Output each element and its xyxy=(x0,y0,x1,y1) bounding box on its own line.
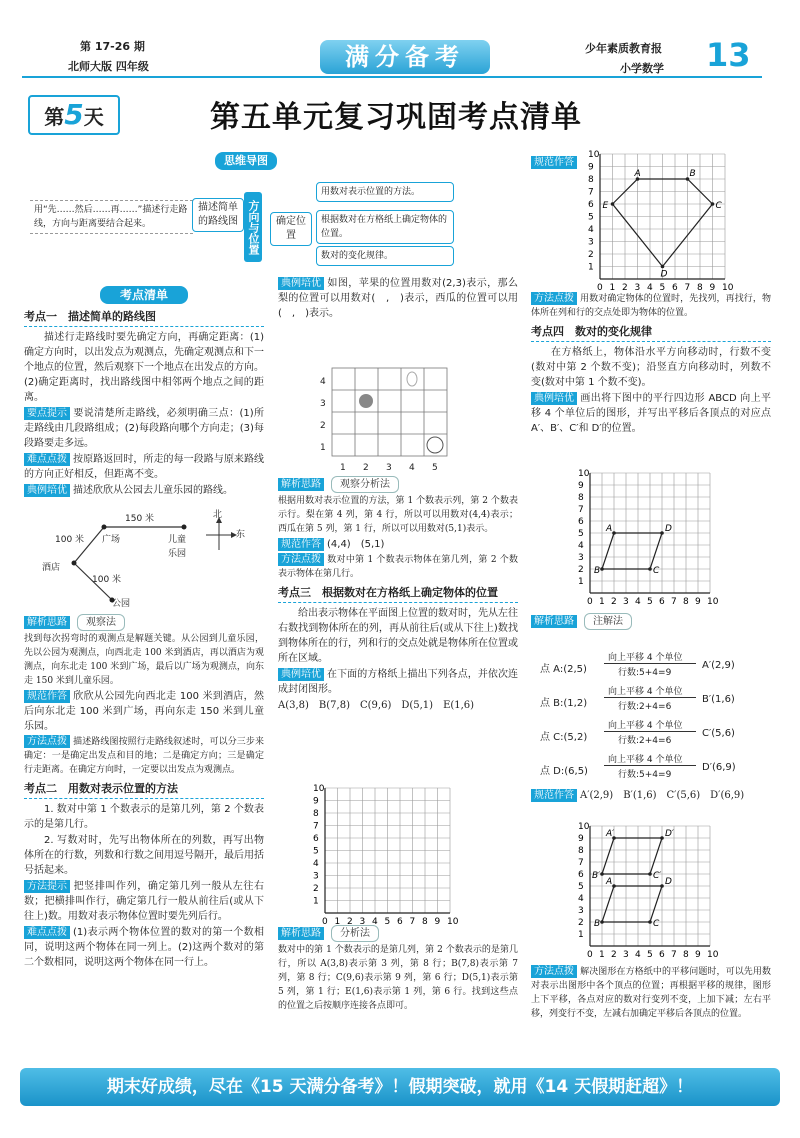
grid-x-2: 2 xyxy=(363,463,369,472)
step-a-top: 向上平移 4 个单位 xyxy=(608,653,683,663)
kp2-t1: 1. 数对中第 1 个数表示的是第几列，第 2 个数表示的是第几行。 xyxy=(24,804,264,830)
x-tick: 3 xyxy=(623,597,629,607)
step-a-arrow xyxy=(604,663,696,664)
vertex-label: A xyxy=(634,169,641,179)
column-1b xyxy=(24,614,264,971)
paper-name: 少年素质教育报 xyxy=(585,42,662,55)
x-tick: 2 xyxy=(611,597,617,607)
vertex xyxy=(648,872,652,876)
column-1 xyxy=(24,305,264,499)
watermelon-icon xyxy=(427,437,443,453)
grid-x-1: 1 xyxy=(340,463,346,472)
y-tick: 4 xyxy=(313,859,319,869)
mindmap-label: 思维导图 xyxy=(215,152,277,170)
mindmap-child-1: 用数对表示位置的方法。 xyxy=(316,182,454,202)
vertex xyxy=(611,202,615,206)
kp1-ans: 欣欣从公园先向西北走 100 米到酒店，然后向东北走 100 米到广场，再向东走 150 米到儿童乐园。 xyxy=(24,691,264,732)
x-tick: 9 xyxy=(695,950,701,960)
shape xyxy=(602,838,662,874)
column-3 xyxy=(531,292,771,437)
kp2-title: 考点二 用数对表示位置的方法 xyxy=(24,781,264,799)
x-tick: 7 xyxy=(671,950,677,960)
grid-x-3: 3 xyxy=(386,463,392,472)
translated-grid xyxy=(570,818,730,963)
y-tick: 2 xyxy=(588,250,594,260)
x-tick: 6 xyxy=(672,283,678,293)
y-tick: 7 xyxy=(588,187,594,198)
vertex xyxy=(660,884,664,888)
column-3c xyxy=(531,788,771,804)
y-tick: 8 xyxy=(588,175,594,185)
vertex xyxy=(660,531,664,535)
kp1-analysis: 找到每次拐弯时的观测点是解题关键。从公园到儿童乐园，先以公园为观测点，向西北走 100 米到酒店，再以酒店为观测点，向东北走 100 米到广场，最后以广场为观测点，向东走 150 米到儿童乐园。 xyxy=(24,634,264,686)
map-north: 北 xyxy=(213,510,223,520)
y-tick: 3 xyxy=(588,237,594,248)
vertex-label: D xyxy=(660,269,668,280)
kp3-ff: 用数对确定物体的位置时，先找列，再找行，物体所在列和行的交点处即为物体的位置。 xyxy=(531,294,771,318)
kp1-ex: 描述欣欣从公园去儿童乐园的路线。 xyxy=(73,485,233,496)
y-tick: 7 xyxy=(578,505,584,515)
issue-label: 第 17-26 期 xyxy=(80,40,145,53)
x-tick: 9 xyxy=(709,283,716,293)
step-a-to: A′(2,9) xyxy=(702,660,735,671)
kp2-ff: 数对中第 1 个数表示物体在第几列，第 2 个数表示物体在第几行。 xyxy=(278,555,518,579)
step-b xyxy=(540,684,770,718)
x-tick: 0 xyxy=(322,917,328,925)
kp2-ff-tag: 方法点拨 xyxy=(278,553,324,566)
kp3-analysis: 数对中的第 1 个数表示的是第几列，第 2 个数表示的是第几行，所以 A(3,8)表示第 3 列，第 8 行；B(7,8)表示第 7 列，第 8 行；C(9,6)表示第 9 列，第 6 行；D(5,1)表示第 5 列，第 1 行；E(1,6)表示第 1 列，第 6 行。找到这些点的位置之后按顺序连接各点即可。 xyxy=(278,945,518,1011)
x-tick: 4 xyxy=(647,283,653,293)
grid-y-2: 2 xyxy=(320,421,326,431)
y-tick: 8 xyxy=(578,493,584,503)
y-tick: 3 xyxy=(578,906,584,916)
y-tick: 4 xyxy=(588,225,594,235)
kp1-nd: 按原路返回时，所走的每一段路与原来路线的方向正好相反，但距离不变。 xyxy=(24,454,264,480)
kp4-jx-tag: 解析思路 xyxy=(531,615,577,628)
y-tick: 7 xyxy=(578,858,584,868)
map-hotel: 酒店 xyxy=(42,563,61,573)
parallelogram-grid xyxy=(570,465,720,610)
map-east: 东 xyxy=(236,530,246,540)
step-d xyxy=(540,752,770,786)
kp2-method: 观察分析法 xyxy=(331,476,399,493)
grid-x-4: 4 xyxy=(409,463,415,472)
kp3-ff-tag: 方法点拨 xyxy=(531,292,577,305)
y-tick: 10 xyxy=(313,784,325,794)
vertex-label: E xyxy=(602,201,609,211)
map-park-kids: 儿童乐园 xyxy=(168,535,187,559)
step-d-top: 向上平移 4 个单位 xyxy=(608,755,683,765)
kp4-text: 在方格纸上，物体沿水平方向移动时，行数不变(数对中第 2 个数不变)；沿竖直方向移动时，列数不变(数对中第 1 个数不变)。 xyxy=(531,347,771,388)
y-tick: 6 xyxy=(588,200,594,210)
shape xyxy=(602,886,662,922)
y-tick: 2 xyxy=(313,884,319,894)
x-tick: 2 xyxy=(347,917,353,925)
x-tick: 3 xyxy=(634,283,641,293)
kp2-ex: 如图，苹果的位置用数对(2,3)表示，那么梨的位置可以用数对( , )表示，西瓜的位置可以用( , )表示。 xyxy=(278,278,518,319)
kp4-ans: A′(2,9) B′(1,6) C′(5,6) D′(6,9) xyxy=(580,790,745,801)
y-tick: 5 xyxy=(578,882,584,892)
grid-x-5: 5 xyxy=(432,463,438,472)
pear-icon xyxy=(407,372,417,386)
grid-y-1: 1 xyxy=(320,443,326,453)
x-tick: 10 xyxy=(722,283,734,293)
shape xyxy=(602,533,662,569)
vertex xyxy=(612,531,616,535)
column-2 xyxy=(278,276,518,322)
vertex xyxy=(600,567,604,571)
vertex-label: D xyxy=(665,524,672,534)
vertex-label: B′ xyxy=(592,871,601,881)
step-c-bot: 行数:2+4=6 xyxy=(618,736,672,746)
vertex-label: D xyxy=(665,877,672,887)
y-tick: 8 xyxy=(313,809,319,819)
y-tick: 9 xyxy=(578,481,584,491)
y-tick: 6 xyxy=(578,517,584,527)
translation-steps xyxy=(540,650,770,786)
y-tick: 10 xyxy=(578,469,590,479)
x-tick: 2 xyxy=(611,950,617,960)
kp2-t2: 2. 写数对时，先写出物体所在的列数，再写出物体所在的行数，列数和行数之间用逗号隔开，最后用括号括起来。 xyxy=(24,835,264,876)
kp1-text: 描述行走路线时要先确定方向，再确定距离：(1)确定方向时，以出发点为观测点，先确定观测点和下一个地点的位置，然后观察下一个地点在出发点的方向。(2)确定距离时，找出路线图中相邻两个地点之间的距离。 xyxy=(24,332,264,403)
x-tick: 4 xyxy=(635,597,641,607)
kp2-tip-tag: 方法提示 xyxy=(24,880,70,893)
vertex-label: D′ xyxy=(665,829,674,839)
page-number: 13 xyxy=(706,36,751,74)
subject-label: 小学数学 xyxy=(620,62,664,75)
step-d-arrow xyxy=(604,765,696,766)
vertex xyxy=(600,920,604,924)
mindmap-locate: 确定位置 xyxy=(270,212,312,246)
kp1-ans-tag: 规范作答 xyxy=(24,690,70,703)
vertex xyxy=(661,265,665,269)
day-badge xyxy=(28,95,120,135)
x-tick: 9 xyxy=(695,597,701,607)
y-tick: 10 xyxy=(578,822,590,832)
y-tick: 5 xyxy=(313,846,319,857)
step-a xyxy=(540,650,770,684)
x-tick: 3 xyxy=(359,917,366,925)
vertex xyxy=(660,836,664,840)
vertex-label: C xyxy=(715,201,722,211)
x-tick: 1 xyxy=(599,950,605,960)
fruit-grid xyxy=(300,362,460,472)
step-d-from: 点 D:(6,5) xyxy=(540,766,588,777)
day-prefix: 第 xyxy=(44,105,65,129)
mindmap-route: 描述简单的路线图 xyxy=(192,198,244,232)
kp1-jx-tag: 解析思路 xyxy=(24,616,70,629)
column-2b xyxy=(278,476,518,714)
kp1-ex-tag: 典例培优 xyxy=(24,484,70,497)
step-b-to: B′(1,6) xyxy=(702,694,735,705)
step-b-from: 点 B:(1,2) xyxy=(540,698,588,709)
x-tick: 6 xyxy=(659,950,665,960)
map-dist-100a: 100 米 xyxy=(55,535,85,545)
vertex-label: A xyxy=(606,524,613,534)
kp1-method: 观察法 xyxy=(77,614,125,631)
y-tick: 1 xyxy=(588,262,594,273)
kp2-ans-tag: 规范作答 xyxy=(278,538,324,551)
step-c xyxy=(540,718,770,752)
vertex-label: A xyxy=(606,877,613,887)
kp3-jx-tag: 解析思路 xyxy=(278,927,324,940)
kp4-ex-tag: 典例培优 xyxy=(531,392,577,405)
kp2-nd: (1)表示两个物体位置的数对的第一个数相同，说明这两个物体在同一列上。(2)这两个数对的第二个数相同，说明这两个物体在同一行上。 xyxy=(24,927,264,968)
map-dist-100b: 100 米 xyxy=(92,575,122,585)
x-tick: 4 xyxy=(635,950,641,960)
map-park: 公园 xyxy=(112,599,131,609)
x-tick: 5 xyxy=(384,917,391,925)
step-a-bot: 行数:5+4=9 xyxy=(618,668,672,678)
vertex-label: C′ xyxy=(653,871,662,881)
x-tick: 7 xyxy=(409,917,416,925)
x-tick: 1 xyxy=(334,917,341,925)
y-tick: 1 xyxy=(313,896,319,907)
y-tick: 4 xyxy=(578,541,584,551)
x-tick: 1 xyxy=(599,597,605,607)
y-tick: 6 xyxy=(313,834,319,844)
x-tick: 5 xyxy=(647,950,653,960)
x-tick: 6 xyxy=(397,917,403,925)
mindmap-intro: 用“先……然后……再……”描述行走路线，方向与距离要结合起来。 xyxy=(30,200,193,234)
apple-icon xyxy=(359,394,373,408)
y-tick: 9 xyxy=(313,796,319,807)
kp2-jx-tag: 解析思路 xyxy=(278,478,324,491)
vertex-label: B xyxy=(594,919,601,929)
kp1-title: 考点一 描述简单的路线图 xyxy=(24,309,264,327)
mindmap-child-2: 根据数对在方格纸上确定物体的位置。 xyxy=(316,210,454,244)
kp2-ans: (4,4) (5,1) xyxy=(327,539,385,550)
x-tick: 8 xyxy=(683,950,689,960)
y-tick: 5 xyxy=(578,529,584,539)
kp3-title: 考点三 根据数对在方格纸上确定物体的位置 xyxy=(278,585,518,603)
footer-banner: 期末好成绩，尽在《15 天满分备考》！假期突破，就用《14 天假期赶超》！ xyxy=(20,1068,780,1106)
x-tick: 0 xyxy=(587,950,593,960)
x-tick: 7 xyxy=(671,597,677,607)
y-tick: 6 xyxy=(578,870,584,880)
answer-grid xyxy=(580,148,740,293)
x-tick: 8 xyxy=(697,283,703,293)
y-tick: 1 xyxy=(578,930,584,940)
x-tick: 0 xyxy=(597,283,603,293)
column-2c xyxy=(278,925,518,1014)
kp4-ff: 解决图形在方格纸中的平移问题时，可以先用数对表示出图形中各个顶点的位置；再根据平移的规律，图形上下平移，各点对应的数对行变列不变，上加下减；左右平移，列变行不变，左减右加确定平移后各顶点的位置。 xyxy=(531,967,771,1019)
y-tick: 9 xyxy=(578,834,584,844)
step-a-from: 点 A:(2,5) xyxy=(540,664,587,675)
kp4-ans-tag: 规范作答 xyxy=(531,789,577,802)
x-tick: 10 xyxy=(447,917,459,925)
step-c-to: C′(5,6) xyxy=(702,728,735,739)
kp1-ff-tag: 方法点拨 xyxy=(24,735,70,748)
y-tick: 10 xyxy=(588,150,600,160)
kp4-method: 注解法 xyxy=(584,613,632,630)
y-tick: 1 xyxy=(578,577,584,587)
x-tick: 4 xyxy=(372,917,378,925)
kp1-tip: 要说清楚所走路线，必须明确三点：(1)所走路线由几段路组成；(2)每段路向哪个方向走；(3)每段路要走多远。 xyxy=(24,408,264,449)
y-tick: 4 xyxy=(578,894,584,904)
vertex xyxy=(612,884,616,888)
x-tick: 5 xyxy=(647,597,653,607)
vertex-label: B xyxy=(594,566,601,576)
kp2-nd-tag: 难点点拨 xyxy=(24,926,70,939)
kp1-ff: 描述路线图按照行走路线叙述时，可以分三步来确定：一是确定出发点和目的地；二是确定方向；三是确定行走距离。在确定方向时，一定要以出发点为观测点。 xyxy=(24,737,264,775)
day-suffix: 天 xyxy=(83,105,104,129)
kp1-tip-tag: 要点提示 xyxy=(24,407,70,420)
kp3-ex: 在下面的方格纸上描出下列各点，并依次连成封闭图形。 xyxy=(278,669,518,695)
step-c-arrow xyxy=(604,731,696,732)
checklist-label: 考点清单 xyxy=(100,286,188,304)
grid-y-4: 4 xyxy=(320,377,326,387)
empty-grid xyxy=(300,780,515,925)
kp3-method: 分析法 xyxy=(331,925,379,942)
edition-label: 北师大版 四年级 xyxy=(68,60,149,73)
kp2-analysis: 根据用数对表示位置的方法，第 1 个数表示列，第 2 个数表示行。梨在第 4 列，第 4 行，所以可以用数对(4,4)表示；西瓜在第 5 列，第 1 行，所以可以用数对(5,1)表示。 xyxy=(278,496,518,534)
kp4-title: 考点四 数对的变化规律 xyxy=(531,324,771,342)
kp2-ex-tag: 典例培优 xyxy=(278,277,324,290)
vertex xyxy=(711,202,715,206)
grid-y-3: 3 xyxy=(320,399,326,409)
kp4-ff-tag: 方法点拨 xyxy=(531,965,577,978)
kp1-nd-tag: 难点点拨 xyxy=(24,453,70,466)
y-tick: 8 xyxy=(578,846,584,856)
day-number: 5 xyxy=(64,98,84,131)
y-tick: 7 xyxy=(313,821,319,832)
x-tick: 2 xyxy=(622,283,628,293)
banner: 满分备考 xyxy=(320,40,490,74)
step-c-top: 向上平移 4 个单位 xyxy=(608,721,683,731)
kp4-ex: 画出将下图中的平行四边形 ABCD 向上平移 4 个单位后的图形，并写出平移后各顶点的对应点 A′、B′、C′和 D′的位置。 xyxy=(531,393,771,434)
x-tick: 8 xyxy=(683,597,689,607)
kp3-ex-tag: 典例培优 xyxy=(278,668,324,681)
y-tick: 9 xyxy=(588,162,594,173)
kp2-tip: 把竖排叫作列，确定第几列一般从左往右数；把横排叫作行，确定第几行一般从前往后(或从下往上)数。用数对表示物体位置时要先列后行。 xyxy=(24,881,264,922)
x-tick: 9 xyxy=(434,917,441,925)
mindmap-center: 方向与位置 xyxy=(244,192,262,262)
x-tick: 1 xyxy=(609,283,616,293)
kp3-text: 给出表示物体在平面图上位置的数对时，先从左往右数找到物体所在的列，再从前往后(或从下往上)数找到物体所在的行，列和行的交点处就是物体所在位置或所在区域。 xyxy=(278,608,518,664)
kp3-ans-tag: 规范作答 xyxy=(531,156,577,169)
x-tick: 10 xyxy=(707,950,719,960)
vertex-label: B xyxy=(689,169,696,179)
x-tick: 5 xyxy=(659,283,666,293)
y-tick: 5 xyxy=(588,212,594,223)
header-rule xyxy=(22,76,762,78)
x-tick: 3 xyxy=(623,950,629,960)
vertex xyxy=(648,567,652,571)
kp3-ans-wrap xyxy=(531,150,580,169)
mindmap-child-3: 数对的变化规律。 xyxy=(316,246,454,266)
vertex xyxy=(600,872,604,876)
vertex xyxy=(648,920,652,924)
step-c-from: 点 C:(5,2) xyxy=(540,732,588,743)
page-title: 第五单元复习巩固考点清单 xyxy=(210,100,582,135)
x-tick: 10 xyxy=(707,597,719,607)
step-d-bot: 行数:5+4=9 xyxy=(618,770,672,780)
map-square: 广场 xyxy=(102,535,121,545)
y-tick: 3 xyxy=(313,871,319,882)
step-d-to: D′(6,9) xyxy=(702,762,736,773)
column-3d xyxy=(531,965,771,1022)
y-tick: 3 xyxy=(578,553,584,563)
y-tick: 2 xyxy=(578,565,584,575)
y-tick: 2 xyxy=(578,918,584,928)
kp3-points: A(3,8) B(7,8) C(9,6) D(5,1) E(1,6) xyxy=(278,700,475,711)
vertex-label: C xyxy=(653,566,660,576)
vertex-label: C xyxy=(653,919,660,929)
column-3b xyxy=(531,613,771,631)
x-tick: 8 xyxy=(422,917,428,925)
x-tick: 7 xyxy=(684,283,691,293)
step-b-arrow xyxy=(604,697,696,698)
vertex-label: A′ xyxy=(606,829,615,839)
x-tick: 0 xyxy=(587,597,593,607)
step-b-bot: 行数:2+4=6 xyxy=(618,702,672,712)
x-tick: 6 xyxy=(659,597,665,607)
step-b-top: 向上平移 4 个单位 xyxy=(608,687,683,697)
map-dist-150: 150 米 xyxy=(125,514,155,524)
